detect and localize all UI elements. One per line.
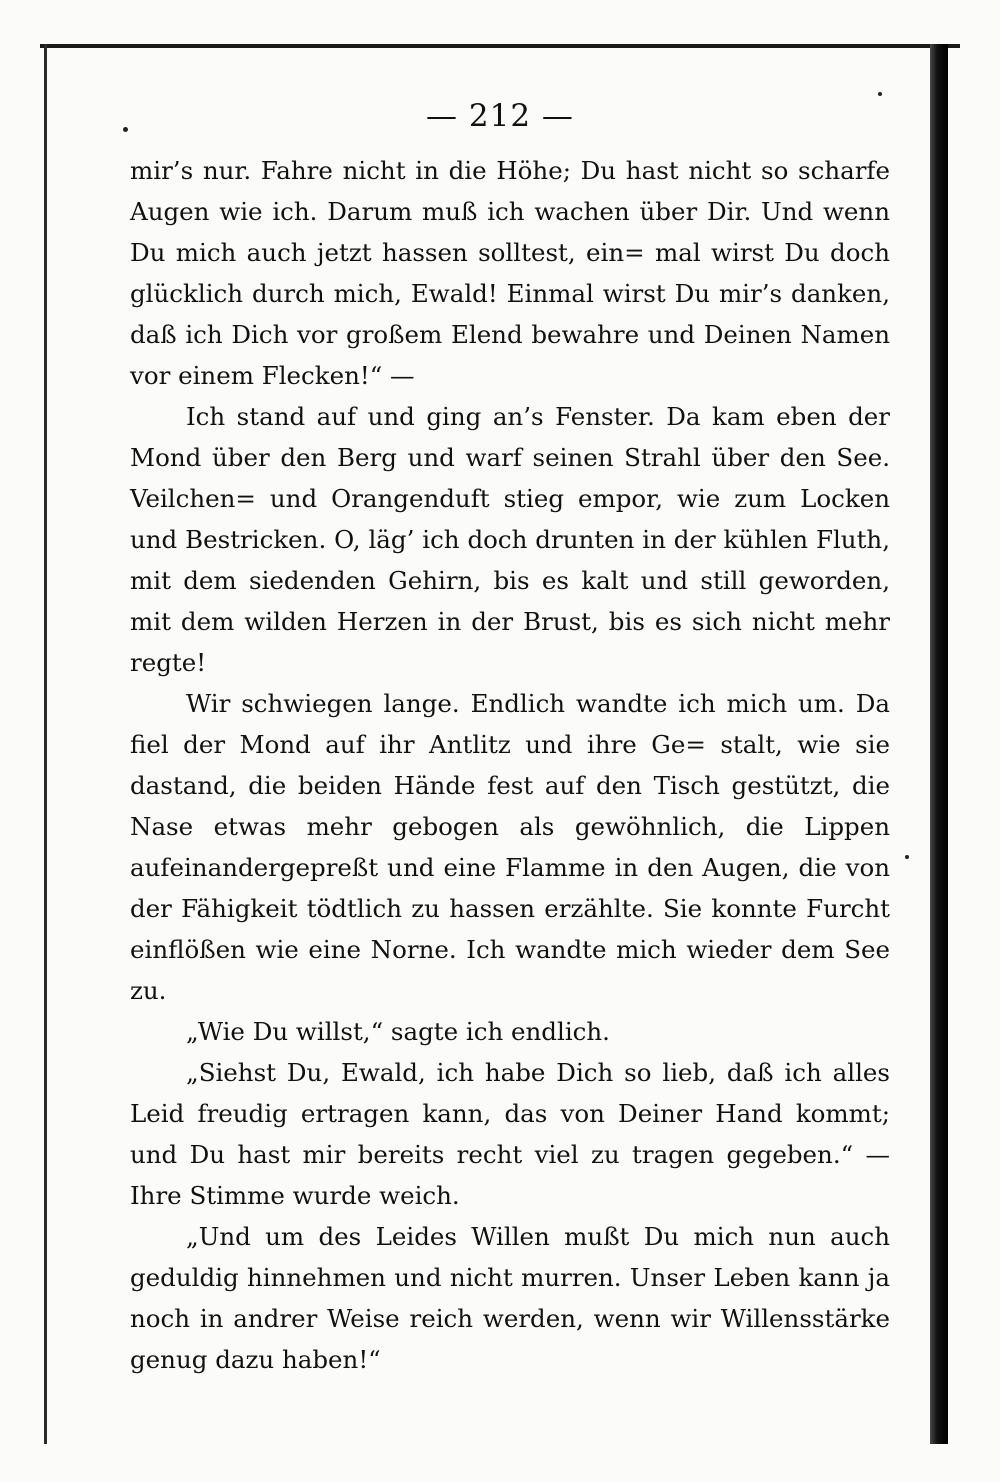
scan-border-left bbox=[44, 44, 47, 1444]
scan-speck bbox=[905, 855, 909, 859]
paragraph-2: Ich stand auf und ging an’s Fenster. Da kam eben der Mond über den Berg und warf seinen Strahl über den See. Veilchen= und Orangenduft stieg empor, wie zum Locken und Bestricken. O, läg’ ich doch drunten in der kühlen Fluth, mit dem siedenden Gehirn, bis es kalt und still geworden, mit dem wilden Herzen in der Brust, bis es sich nicht mehr regte! bbox=[130, 402, 890, 677]
scan-border-top bbox=[40, 44, 960, 48]
paragraph-6: „Und um des Leides Willen mußt Du mich nun auch geduldig hinnehmen und nicht murren. Unser Leben kann ja noch in andrer Weise reich werden, wenn wir Willensstärke genug dazu haben!“ bbox=[130, 1222, 890, 1374]
paragraph-4: „Wie Du willst,“ sagte ich endlich. bbox=[186, 1017, 610, 1046]
page-number: — 212 — bbox=[426, 98, 574, 134]
paragraph-5: „Siehst Du, Ewald, ich habe Dich so lieb, daß ich alles Leid freudig ertragen kann, das von Deiner Hand kommt; und Du hast mir bereits recht viel zu tragen gegeben.“ — Ihre Stimme wurde weich. bbox=[130, 1058, 890, 1210]
body-text bbox=[130, 150, 890, 1380]
paragraph-1: mir’s nur. Fahre nicht in die Höhe; Du hast nicht so scharfe Augen wie ich. Darum muß ich wachen über Dir. Und wenn Du mich auch jetzt hassen solltest, ein= mal wirst Du doch glücklich durch mich, Ewald! Einmal wirst Du mir’s danken, daß ich Dich vor großem Elend bewahre und Deinen Namen vor einem Flecken!“ — bbox=[130, 156, 890, 390]
scan-border-right bbox=[930, 44, 948, 1444]
paragraph-3: Wir schwiegen lange. Endlich wandte ich mich um. Da fiel der Mond auf ihr Antlitz und ihre Ge= stalt, wie sie dastand, die beiden Hände fest auf den Tisch gestützt, die Nase etwas mehr gebogen als gewöhnlich, die Lippen aufeinandergepreßt und eine Flamme in den Augen, die von der Fähigkeit tödtlich zu hassen erzählte. Sie konnte Furcht einflößen wie eine Norne. Ich wandte mich wieder dem See zu. bbox=[130, 689, 890, 1005]
scan-speck bbox=[878, 92, 882, 96]
